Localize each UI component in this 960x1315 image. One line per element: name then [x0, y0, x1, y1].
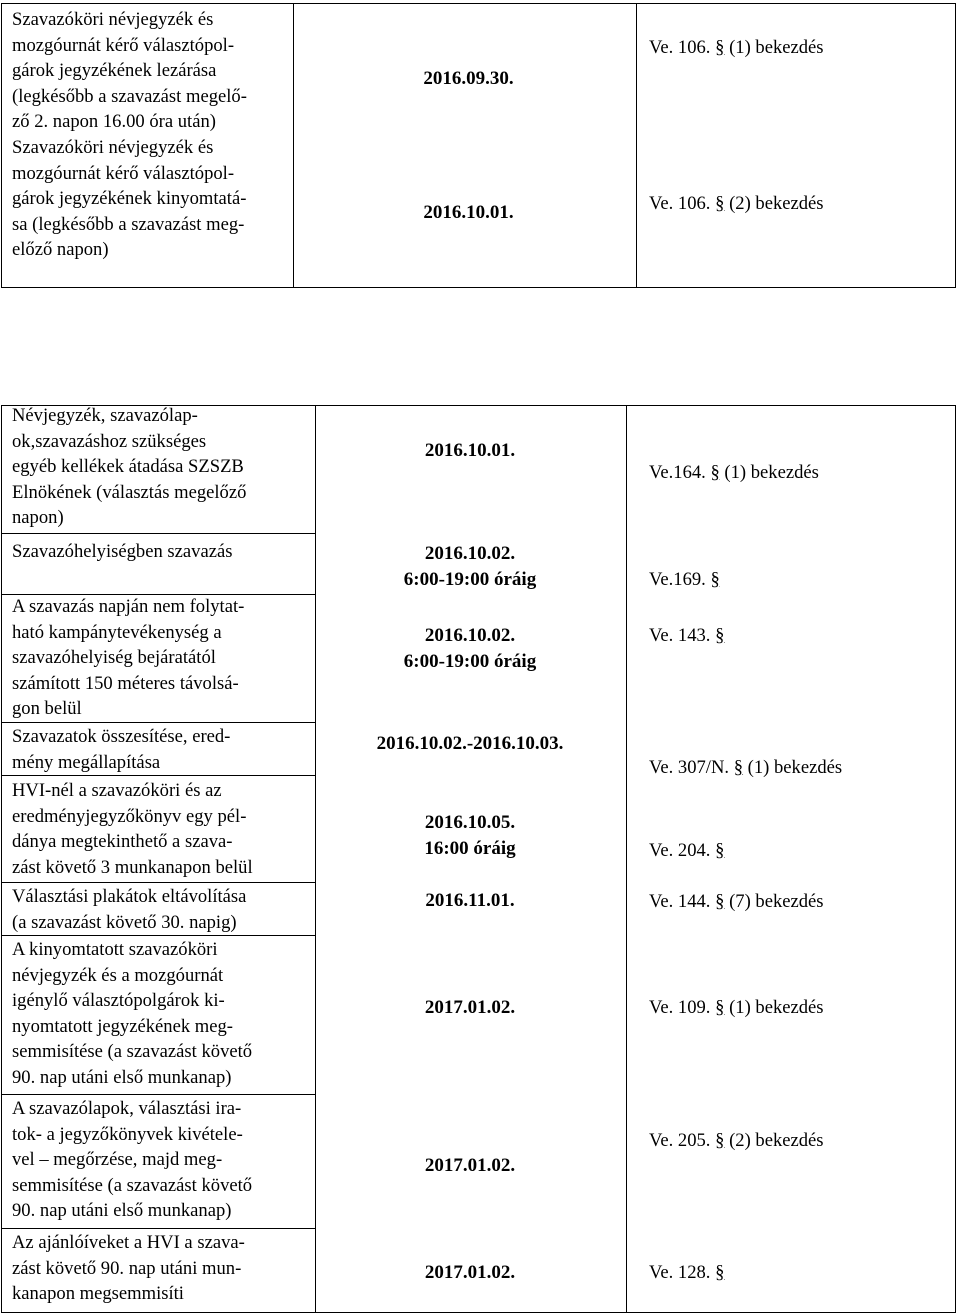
table-row-date: 2016.10.01.: [423, 202, 514, 223]
table-row-event: Választási plakátok eltávolítása (a szavazást követő 30. napig): [12, 886, 247, 933]
row-divider: [2, 1228, 315, 1229]
table-row-date: 2016.09.30.: [423, 68, 514, 89]
table-row-date: 2016.11.01.: [425, 890, 515, 911]
table-row-event: Szavazóhelyiségben szavazás: [12, 541, 233, 562]
table-row-event: A szavazólapok, választási ira- tok- a jegyzőkönyvek kivétele- vel – megőrzése, majd meg- semmisítése (a szavazást követő 90. nap utáni első munkanap): [12, 1098, 253, 1221]
table-row-date: 2017.01.02.: [424, 1262, 516, 1283]
table-row-event: A kinyomtatott szavazóköri névjegyzék és a mozgóurnát igénylő választópolgárok ki- nyomtatott jegyzékének meg- semmisítése (a szavazást követő 90. nap utáni első munkanap): [12, 939, 253, 1088]
table-row-date: 2016.10.02.-2016.10.03.: [376, 733, 564, 754]
table-row-event: Névjegyzék, szavazólap- ok,szavazáshoz szükséges egyéb kellékek átadása SZSZB Elnökének (választás megelőző napon): [12, 405, 247, 528]
table-row-date: 2017.01.02.: [424, 997, 516, 1018]
column-divider: [626, 406, 627, 1312]
table-row-reference: Ve. 307/N. § (1) bekezdés: [649, 757, 843, 778]
table-row-date: 2016.10.02. 6:00-19:00 óráig: [403, 543, 537, 590]
table-row-event: A szavazás napján nem folytat- ható kampánytevékenység a szavazóhelyiség bejáratától számított 150 méteres távolsá- gon belül: [12, 596, 245, 719]
row-divider: [2, 722, 315, 723]
table-row-event: Szavazóköri névjegyzék és mozgóurnát kérő választópol- gárok jegyzékének lezárása (legkésőbb a szavazást megelő- ző 2. napon 16.00 óra után): [12, 9, 247, 132]
table-row-reference: Ve.164. § (1) bekezdés: [649, 462, 819, 483]
row-divider: [2, 533, 315, 534]
table-row-event: HVI-nél a szavazóköri és az eredményjegyzőkönyv egy pél- dánya megtekinthető a szava- zást követő 3 munkanapon belül: [12, 780, 253, 878]
row-divider: [2, 1094, 315, 1095]
table-row-reference: Ve. 109. § (1) bekezdés: [649, 997, 824, 1018]
table-row-date: 2017.01.02.: [424, 1155, 516, 1176]
table-row-reference: Ve. 143. §: [649, 625, 725, 646]
table-row-reference: Ve. 106. § (1) bekezdés: [649, 37, 824, 58]
column-divider: [315, 406, 316, 1312]
row-divider: [2, 775, 315, 776]
table-row-reference: Ve. 128. §: [649, 1262, 725, 1283]
table-row-reference: Ve. 106. § (2) bekezdés: [649, 193, 824, 214]
row-divider: [2, 882, 315, 883]
column-divider: [636, 4, 637, 287]
deadline-table-part-2: [1, 405, 956, 1313]
table-row-date: 2016.10.02. 6:00-19:00 óráig: [403, 625, 537, 672]
deadline-table-part-1: [1, 3, 956, 288]
table-row-date: 2016.10.01.: [424, 440, 516, 461]
row-divider: [2, 935, 315, 936]
table-row-event: Az ajánlóíveket a HVI a szava- zást követő 90. nap utáni mun- kanapon megsemmisíti: [12, 1232, 245, 1304]
table-row-reference: Ve. 205. § (2) bekezdés: [649, 1130, 824, 1151]
table-row-event: Szavazatok összesítése, ered- mény megállapítása: [12, 726, 231, 773]
table-row-date: 2016.10.05. 16:00 óráig: [424, 812, 516, 859]
table-row-reference: Ve. 204. §: [649, 840, 725, 861]
table-row-reference: Ve. 144. § (7) bekezdés: [649, 891, 824, 912]
table-row-reference: Ve.169. §: [649, 569, 720, 590]
table-row-event: Szavazóköri névjegyzék és mozgóurnát kérő választópol- gárok jegyzékének kinyomtatá- sa (legkésőbb a szavazást meg- előző napon): [12, 137, 247, 260]
